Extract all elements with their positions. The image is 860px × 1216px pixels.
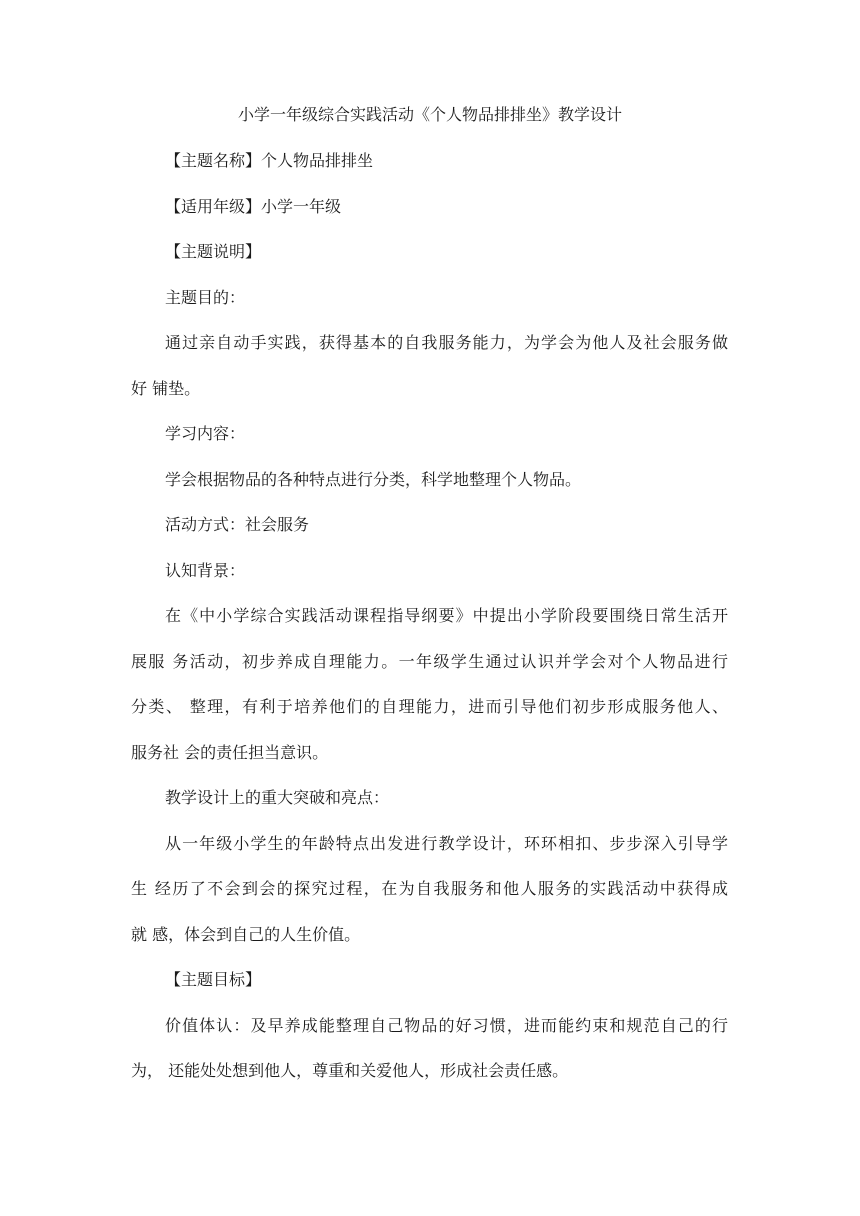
paragraph-line: 生 经历了不会到会的探究过程，在为自我服务和他人服务的实践活动中获得成 xyxy=(131,879,728,898)
paragraph-line: 为， 还能处处想到他人，尊重和关爱他人，形成社会责任感。 xyxy=(131,1061,569,1080)
topic-purpose-heading: 主题目的： xyxy=(165,288,246,307)
learning-content-heading: 学习内容： xyxy=(165,424,246,443)
paragraph-line: 好 铺垫。 xyxy=(131,379,201,398)
paragraph-line: 服务社 会的责任担当意识。 xyxy=(131,743,329,762)
paragraph-line: 价值体认：及早养成能整理自己物品的好习惯，进而能约束和规范自己的行 xyxy=(165,1016,728,1035)
paragraph-line: 展服 务活动，初步养成自理能力。一年级学生通过认识并学会对个人物品进行 xyxy=(131,652,728,671)
highlights-heading: 教学设计上的重大突破和亮点： xyxy=(165,788,390,807)
topic-description-heading: 【主题说明】 xyxy=(165,242,262,261)
document-title: 小学一年级综合实践活动《个人物品排排坐》教学设计 xyxy=(237,105,622,124)
paragraph-line: 就 感，体会到自己的人生价值。 xyxy=(131,925,361,944)
paragraph-line: 通过亲自动手实践，获得基本的自我服务能力，为学会为他人及社会服务做 xyxy=(165,333,728,352)
paragraph-line: 在《中小学综合实践活动课程指导纲要》中提出小学阶段要围绕日常生活开 xyxy=(165,606,728,625)
cognitive-background-heading: 认知背景： xyxy=(165,561,246,580)
paragraph-line: 学会根据物品的各种特点进行分类，科学地整理个人物品。 xyxy=(165,470,582,489)
topic-goals-heading: 【主题目标】 xyxy=(165,970,262,989)
paragraph-line: 从一年级小学生的年龄特点出发进行教学设计，环环相扣、步步深入引导学 xyxy=(165,834,728,853)
grade-line: 【适用年级】小学一年级 xyxy=(165,197,342,216)
paragraph-line: 分类、 整理，有利于培养他们的自理能力，进而引导他们初步形成服务他人、 xyxy=(131,697,728,716)
topic-name-line: 【主题名称】个人物品排排坐 xyxy=(165,151,374,170)
activity-mode-line: 活动方式：社会服务 xyxy=(165,515,310,534)
